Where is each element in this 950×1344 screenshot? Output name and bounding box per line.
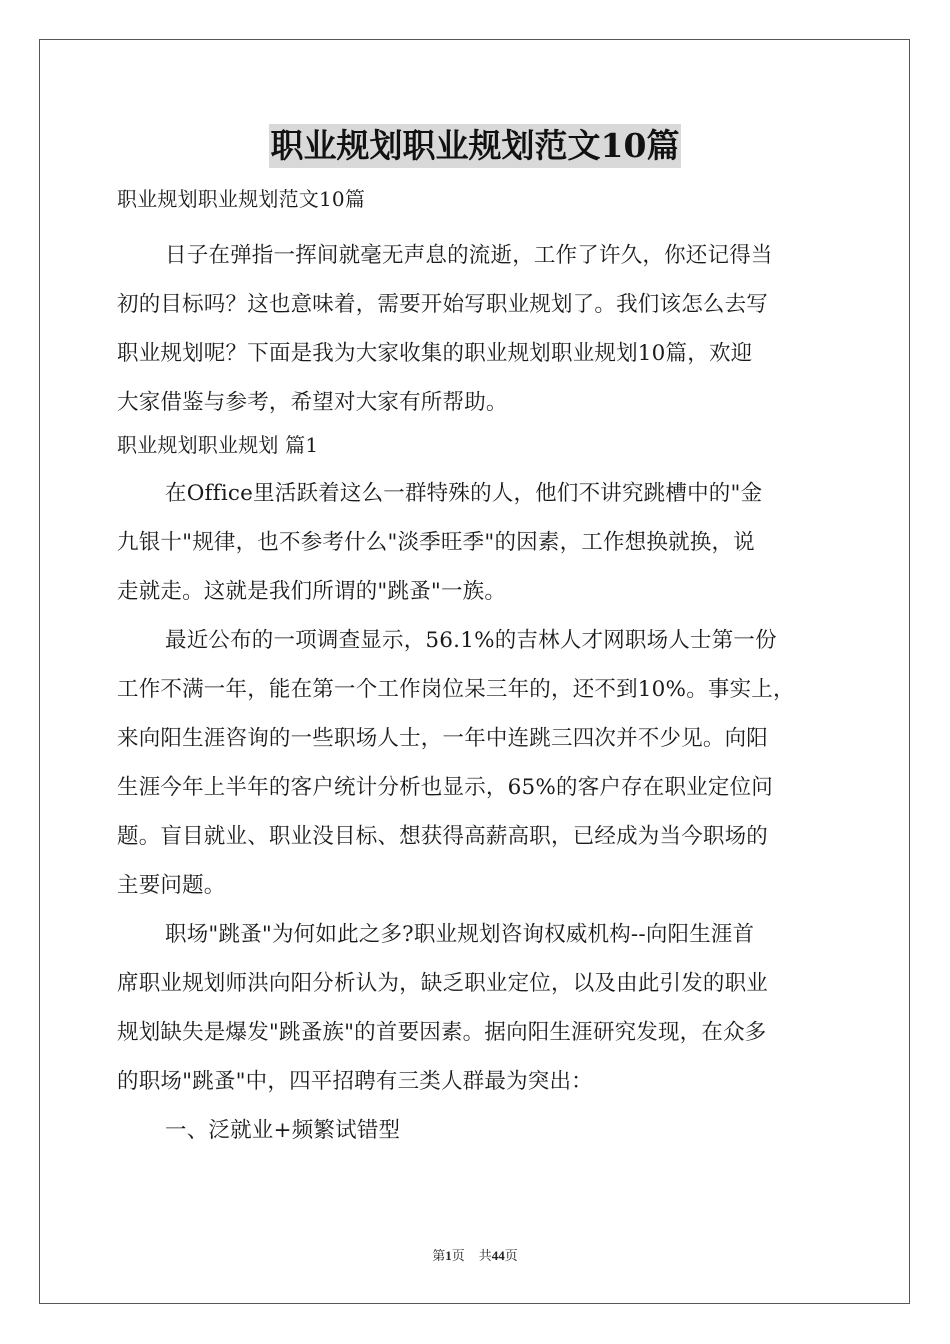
page-footer [0,1245,950,1264]
title-container [0,124,950,168]
paragraph-line: 工作不满一年，能在第一个工作岗位呆三年的，还不到10%。事实上， [117,677,795,702]
paragraph-line: 走就走。这就是我们所谓的"跳蚤"一族。 [117,579,507,604]
total-pages: 44 [491,1248,505,1263]
page-prefix: 第 [432,1248,446,1263]
paragraph-line: 最近公布的一项调查显示，56.1%的吉林人才网职场人士第一份 [165,628,777,653]
paragraph-line: 题。盲目就业、职业没目标、想获得高薪高职，已经成为当今职场的 [117,824,769,849]
paragraph-line: 职业规划呢？下面是我为大家收集的职业规划职业规划10篇，欢迎 [117,341,753,366]
paragraph-3 [117,910,841,1106]
paragraph-line: 席职业规划师洪向阳分析认为，缺乏职业定位，以及由此引发的职业 [117,971,769,996]
intro-paragraph [117,231,841,427]
document-title: 职业规划职业规划范文10篇 [269,124,682,168]
paragraph-line: 的职场"跳蚤"中，四平招聘有三类人群最为突出： [117,1069,593,1094]
paragraph-line: 日子在弹指一挥间就毫无声息的流逝，工作了许久，你还记得当 [165,243,773,268]
page-number: 1 [445,1248,452,1263]
paragraph-line: 规划缺失是爆发"跳蚤族"的首要因素。据向阳生涯研究发现，在众多 [117,1020,767,1045]
section-heading: 职业规划职业规划 篇1 [117,433,319,457]
paragraph-1 [117,469,841,616]
paragraph-line: 来向阳生涯咨询的一些职场人士，一年中连跳三四次并不少见。向阳 [117,726,769,751]
paragraph-line: 九银十"规律，也不参考什么"淡季旺季"的因素，工作想换就换，说 [117,530,755,555]
total-prefix: 共 [478,1248,492,1263]
paragraph-2 [117,616,841,910]
list-item: 一、泛就业+频繁试错型 [165,1118,401,1143]
total-suffix: 页 [504,1248,518,1263]
paragraph-line: 生涯今年上半年的客户统计分析也显示，65%的客户存在职业定位问 [117,775,773,800]
document-subtitle: 职业规划职业规划范文10篇 [117,187,366,211]
paragraph-line: 初的目标吗？这也意味着，需要开始写职业规划了。我们该怎么去写 [117,292,769,317]
paragraph-line: 大家借鉴与参考，希望对大家有所帮助。 [117,390,508,415]
page-suffix: 页 [451,1248,465,1263]
paragraph-line: 职场"跳蚤"为何如此之多?职业规划咨询权威机构--向阳生涯首 [165,922,755,947]
paragraph-line: 在Office里活跃着这么一群特殊的人，他们不讲究跳槽中的"金 [165,481,763,506]
paragraph-line: 主要问题。 [117,873,226,898]
document-body [117,181,841,1155]
